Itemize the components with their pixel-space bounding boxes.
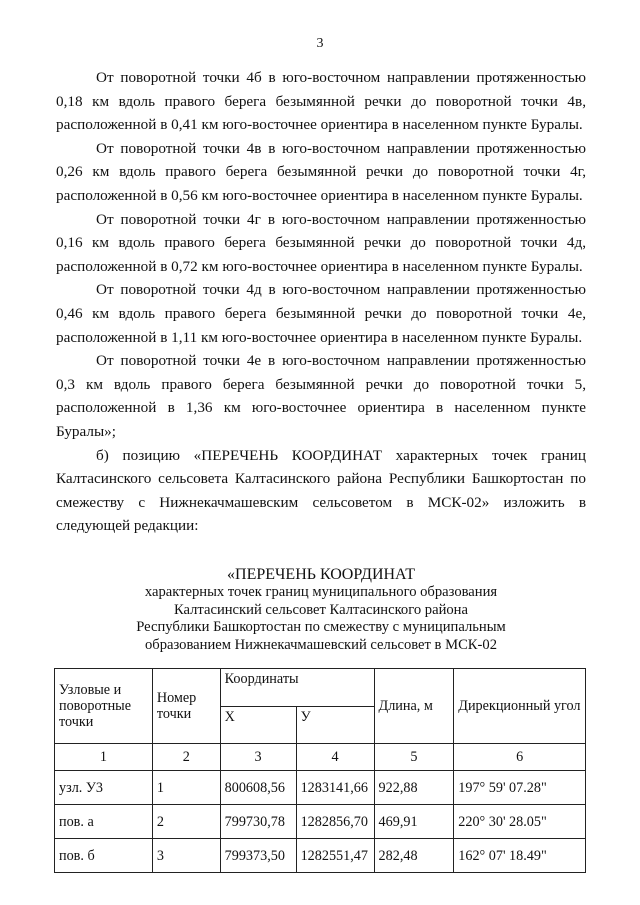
cell-number: 2 [152,805,220,839]
cell-node: пов. б [55,839,153,873]
paragraph-5: От поворотной точки 4е в юго-восточном направлении протяженностью 0,3 км вдоль правого берега безымянной речки до поворотной точки 5, расположенной в 1,36 км юго-восточнее ориентира в населенном пункте Буралы»; [56,352,586,440]
cell-angle: 220° 30' 28.05" [454,805,586,839]
heading-line-2: Калтасинский сельсовет Калтасинского района [174,601,468,618]
table-heading [56,565,586,654]
header-y: У [296,706,374,744]
cell-length: 922,88 [374,771,454,805]
paragraph-1: От поворотной точки 4б в юго-восточном направлении протяженностью 0,18 км вдоль правого берега безымянной речки до поворотной точки 4в, расположенной в 0,41 км юго-восточнее ориентира в населенном пункте Буралы. [56,69,586,134]
table-row [55,805,586,839]
table-row [55,839,586,873]
heading-line-4: образованием Нижнекачмашевский сельсовет в МСК-02 [144,636,497,653]
col-number: 3 [220,744,296,771]
paragraph-3: От поворотной точки 4г в юго-восточном направлении протяженностью 0,16 км вдоль правого берега безымянной речки до поворотной точки 4д, расположенной в 0,72 км юго-восточнее ориентира в населенном пункте Буралы. [56,210,586,275]
cell-y: 1282551,47 [296,839,374,873]
cell-y: 1283141,66 [296,771,374,805]
cell-number: 1 [152,771,220,805]
header-coordinates: Координаты [220,669,374,707]
header-x: X [220,706,296,744]
col-number: 6 [454,744,586,771]
header-number: Номер точки [152,669,220,744]
table-header-row [55,669,586,707]
paragraph-2: От поворотной точки 4в в юго-восточном направлении протяженностью 0,26 км вдоль правого берега безымянной речки до поворотной точки 4г, расположенной в 0,56 км юго-восточнее ориентира в населенном пункте Буралы. [56,139,586,204]
cell-angle: 197° 59' 07.28" [454,771,586,805]
col-number: 1 [55,744,153,771]
column-number-row [55,744,586,771]
cell-number: 3 [152,839,220,873]
cell-x: 799730,78 [220,805,296,839]
page-number: 3 [316,36,324,51]
heading-line-3: Республики Башкортостан по смежеству с муниципальным [136,619,506,635]
paragraph-6: б) позицию «ПЕРЕЧЕНЬ КООРДИНАТ характерных точек границ Калтасинского сельсовета Калтасинского района Республики Башкортостан по смежеству с Нижнекачмашевским сельсоветом в МСК-02» изложить в следующей редакции: [56,446,586,535]
header-nodes: Узловые и поворотные точки [55,669,153,744]
heading-line-1: характерных точек границ муниципального образования [144,584,498,600]
cell-node: узл. У3 [55,771,153,805]
col-number: 5 [374,744,454,771]
heading-title: «ПЕРЕЧЕНЬ КООРДИНАТ [227,566,415,583]
cell-length: 469,91 [374,805,454,839]
table-row [55,771,586,805]
paragraph-4: От поворотной точки 4д в юго-восточном направлении протяженностью 0,46 км вдоль правого берега безымянной речки до поворотной точки 4е, расположенной в 1,11 км юго-восточнее ориентира в населенном пункте Буралы. [56,281,586,346]
cell-node: пов. а [55,805,153,839]
header-angle: Дирекционный угол [454,669,586,744]
cell-x: 799373,50 [220,839,296,873]
col-number: 2 [152,744,220,771]
document-body [56,66,586,538]
cell-y: 1282856,70 [296,805,374,839]
coordinates-table [54,668,586,873]
cell-angle: 162° 07' 18.49" [454,839,586,873]
cell-length: 282,48 [374,839,454,873]
col-number: 4 [296,744,374,771]
header-length: Длина, м [374,669,454,744]
cell-x: 800608,56 [220,771,296,805]
